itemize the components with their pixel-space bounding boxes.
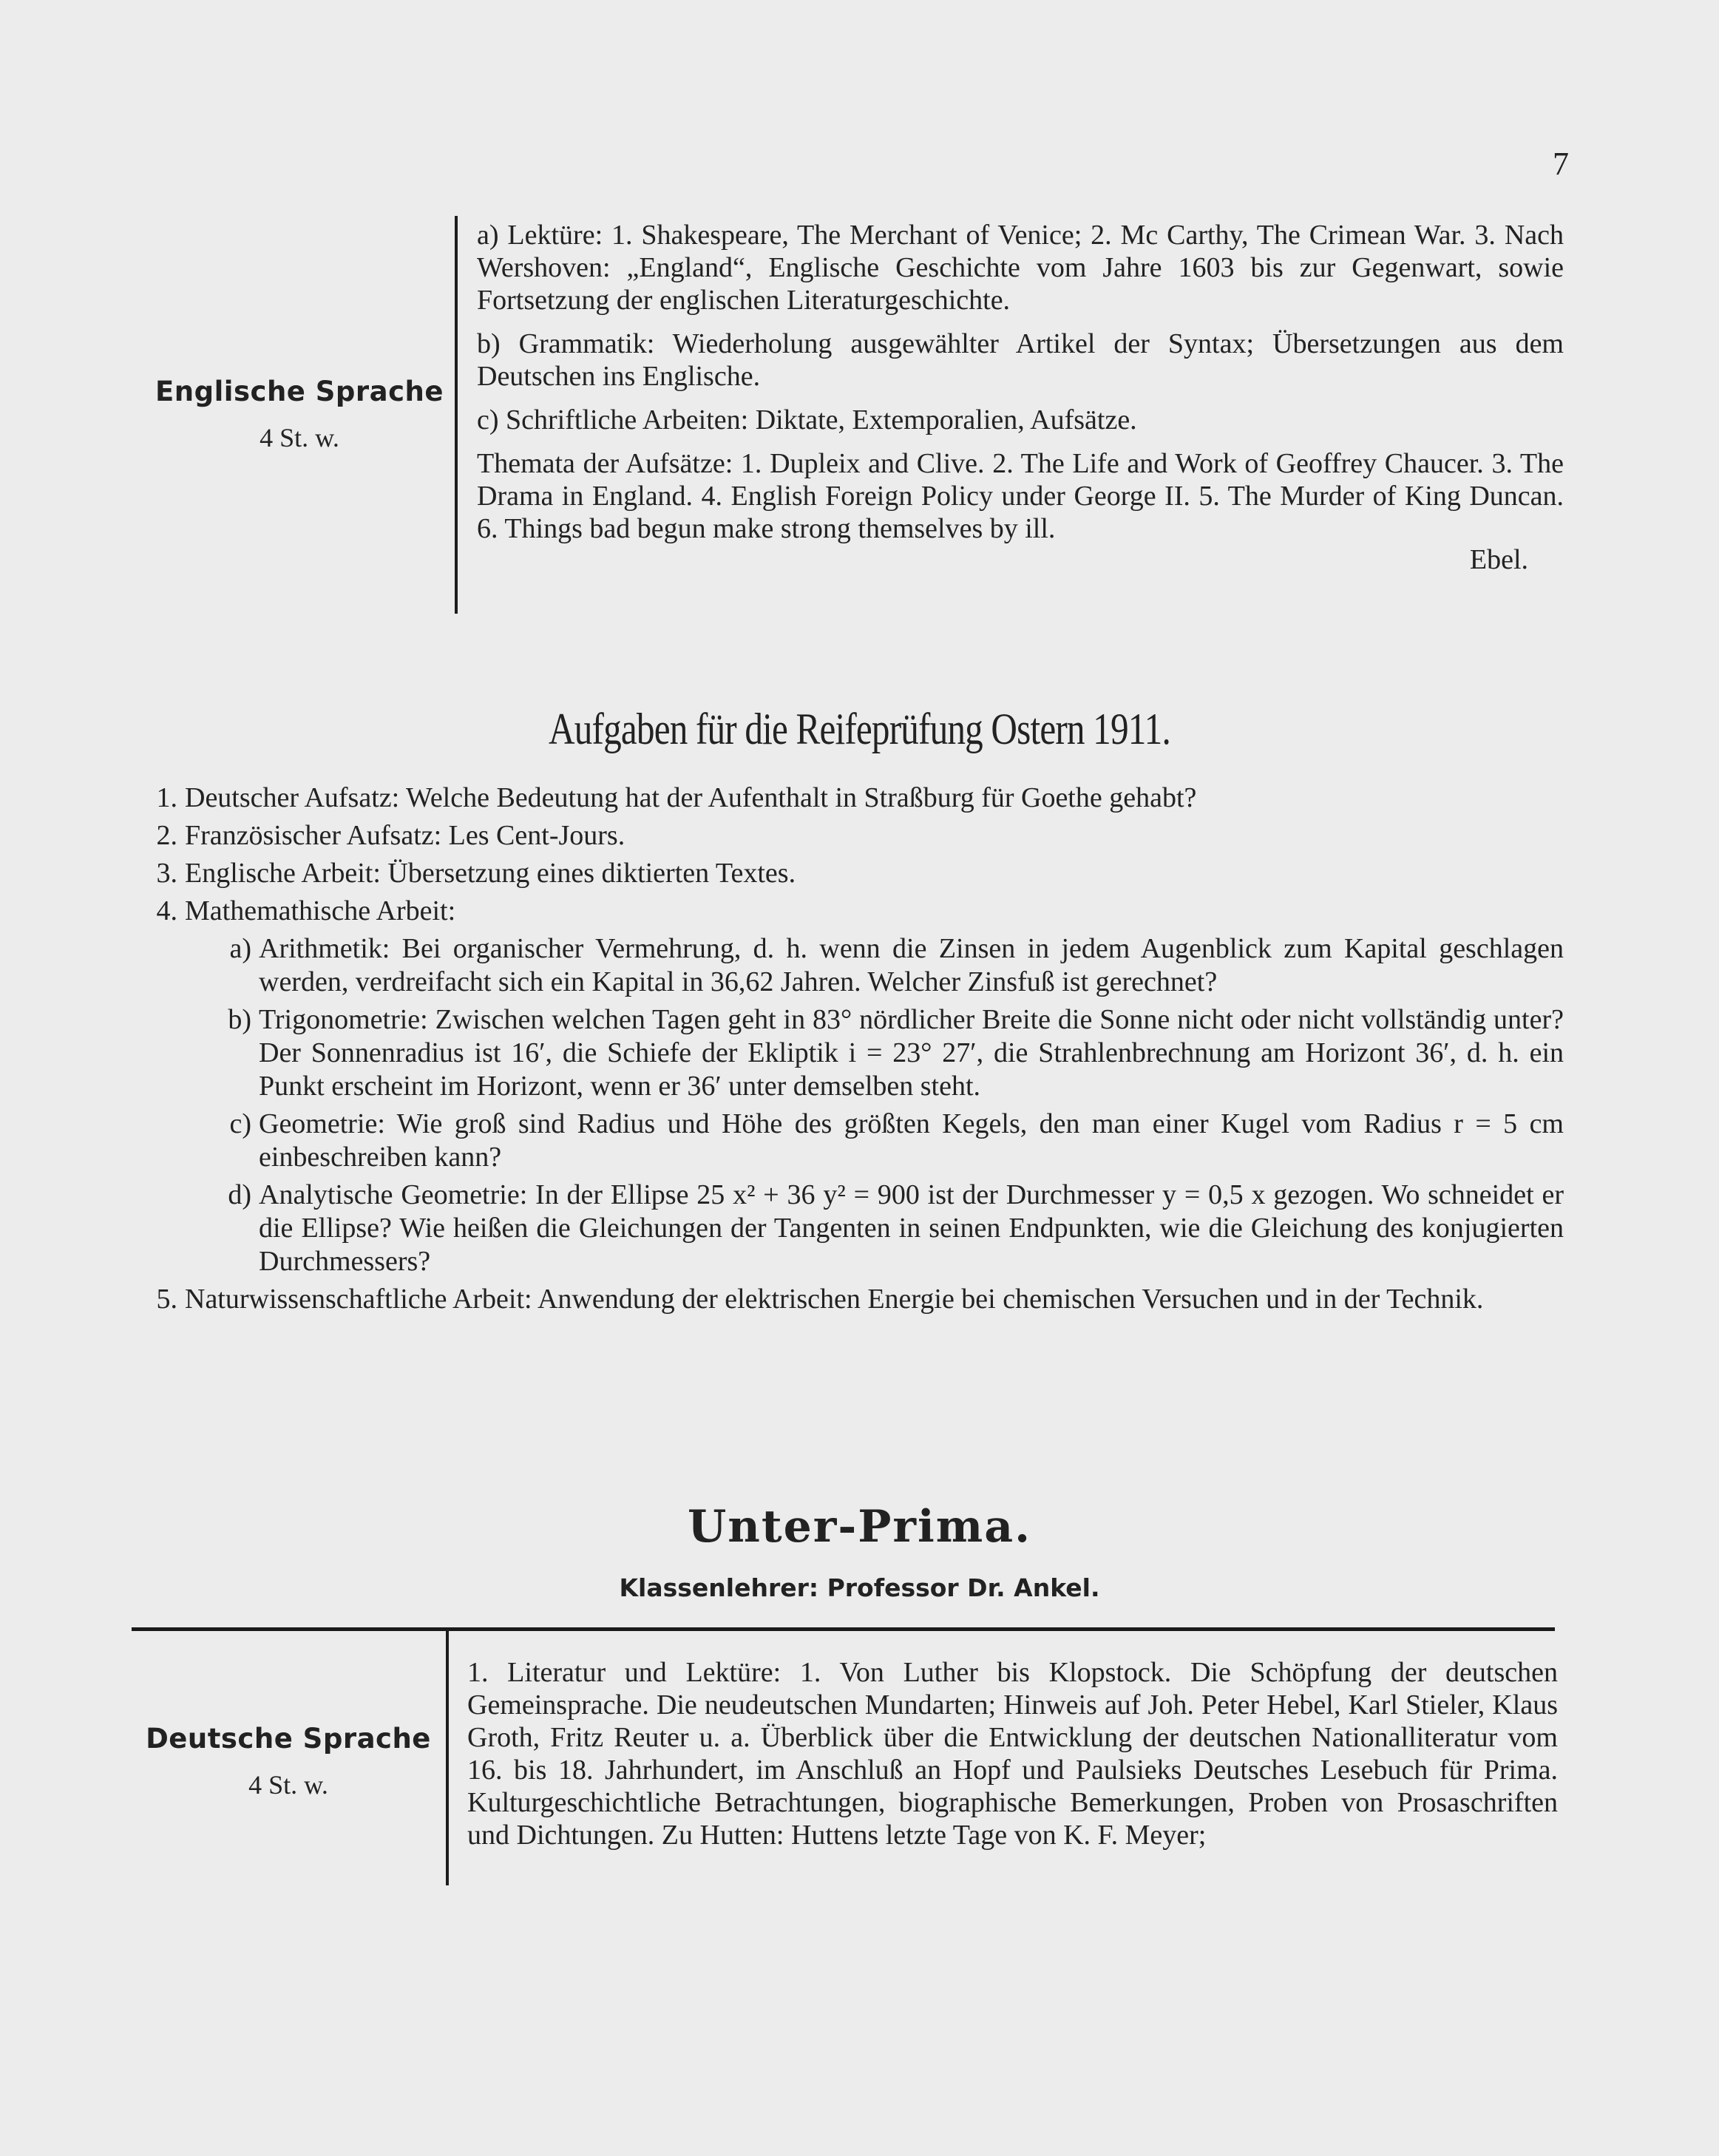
subject-label-deutsch — [140, 1723, 436, 1800]
subject-name: Deutsche Sprache — [146, 1723, 431, 1755]
subitem-text: Trigonometrie: Zwischen welchen Tagen geht in 83° nördlicher Breite die Sonne nicht oder nicht vollständig unter? Der Sonnenradius ist 16′, die Schiefe der Ekliptik i = 23° 27′, die Strahlenbrechnung am Horizont 36′, d. h. ein Punkt erscheint im Horizont, wenn er 36′ unter demselben steht. — [259, 1004, 1564, 1102]
column-divider — [455, 216, 458, 614]
subitem-text: Geometrie: Wie groß sind Radius und Höhe des größten Kegels, den man einer Kugel vom Radius r = 5 cm einbeschreiben kann? — [259, 1108, 1564, 1173]
subject-label-english — [152, 376, 447, 453]
english-grammatik: b) Grammatik: Wiederholung ausgewählter Artikel der Syntax; Übersetzungen aus dem Deutschen ins Englische. — [477, 328, 1564, 392]
page-number: 7 — [1553, 146, 1569, 182]
item-text: Naturwissenschaftliche Arbeit: Anwendung der elektrischen Energie bei chemischen Versuchen und in der Technik. — [185, 1284, 1484, 1315]
teacher-signature: Ebel. — [1469, 544, 1528, 575]
item-number: 4. — [156, 895, 177, 926]
subitem-letter: d) — [228, 1179, 251, 1210]
exam-item — [137, 895, 1564, 928]
exam-heading: Aufgaben für die Reifeprüfung Ostern 1911. — [549, 705, 1170, 753]
subitem-text: Analytische Geometrie: In der Ellipse 25 x² + 36 y² = 900 ist der Durchmesser y = 0,5 x gezogen. Wo schneidet er die Ellipse? Wie heißen die Gleichungen der Tangenten in seinen Endpunkten, wie die Gleichung des konjugierten Durchmessers? — [259, 1179, 1564, 1277]
exam-task-list — [137, 782, 1564, 1321]
exam-item — [137, 1283, 1564, 1316]
subitem-text: Arithmetik: Bei organischer Vermehrung, d. h. wenn die Zinsen in jedem Augenblick zum Kapital geschlagen werden, verdreifacht sich ein Kapital in 36,62 Jahren. Welcher Zinsfuß ist gerechnet? — [259, 933, 1564, 997]
item-text: Mathemathische Arbeit: — [185, 895, 456, 926]
exam-subitem — [207, 1003, 1564, 1103]
exam-subitem — [207, 1108, 1564, 1174]
deutsch-curriculum-text — [467, 1656, 1558, 1862]
item-text: Französischer Aufsatz: Les Cent-Jours. — [185, 820, 625, 851]
exam-item — [137, 782, 1564, 815]
english-lektuere: a) Lektüre: 1. Shakespeare, The Merchant of Venice; 2. Mc Carthy, The Crimean War. 3. Nach Wershoven: „England“, Englische Geschichte vom Jahre 1603 bis zur Gegenwart, sowie Fortsetzung der englischen Literaturgeschichte. — [477, 220, 1564, 316]
english-curriculum-text — [477, 219, 1564, 576]
english-themata: Themata der Aufsätze: 1. Dupleix and Clive. 2. The Life and Work of Geoffrey Chaucer. 3. The Drama in England. 4. English Foreign Policy under George II. 5. The Murder of King Duncan. 6. Things bad begun make strong themselves by ill. — [477, 448, 1564, 544]
horizontal-rule — [132, 1627, 1555, 1631]
column-divider — [446, 1629, 449, 1885]
item-number: 3. — [156, 858, 177, 889]
class-title: Unter-Prima. — [687, 1501, 1032, 1553]
subject-hours: 4 St. w. — [260, 423, 339, 452]
item-text: Deutscher Aufsatz: Welche Bedeutung hat der Aufenthalt in Straßburg für Goethe gehabt? — [185, 782, 1197, 813]
deutsch-literatur: 1. Literatur und Lektüre: 1. Von Luther bis Klopstock. Die Schöpfung der deutschen Gemeinsprache. Die neudeutschen Mundarten; Hinweis auf Joh. Peter Hebel, Karl Stieler, Klaus Groth, Fritz Reuter u. a. Überblick über die Entwicklung der deutschen Nationalliteratur vom 16. bis 18. Jahrhundert, im Anschluß an Hopf und Paulsieks Deutsches Lesebuch für Prima. Kulturgeschichtliche Betrachtungen, biographische Bemerkungen, Proben von Prosaschriften und Dichtungen. Zu Hutten: Huttens letzte Tage von K. F. Meyer; — [467, 1657, 1558, 1851]
subitem-letter: c) — [229, 1108, 251, 1139]
exam-item — [137, 819, 1564, 852]
exam-item — [137, 857, 1564, 890]
english-schriftlich: c) Schriftliche Arbeiten: Diktate, Extemporalien, Aufsätze. — [477, 404, 1137, 435]
class-teacher: Klassenlehrer: Professor Dr. Ankel. — [619, 1573, 1100, 1602]
item-number: 1. — [156, 782, 177, 813]
item-text: Englische Arbeit: Übersetzung eines diktierten Textes. — [185, 858, 796, 889]
exam-subitem — [207, 932, 1564, 999]
subitem-letter: a) — [229, 933, 251, 964]
exam-subitem — [207, 1179, 1564, 1278]
subject-name: Englische Sprache — [155, 376, 444, 407]
item-number: 5. — [156, 1284, 177, 1315]
subject-hours: 4 St. w. — [248, 1770, 328, 1800]
item-number: 2. — [156, 820, 177, 851]
subitem-letter: b) — [228, 1004, 251, 1035]
